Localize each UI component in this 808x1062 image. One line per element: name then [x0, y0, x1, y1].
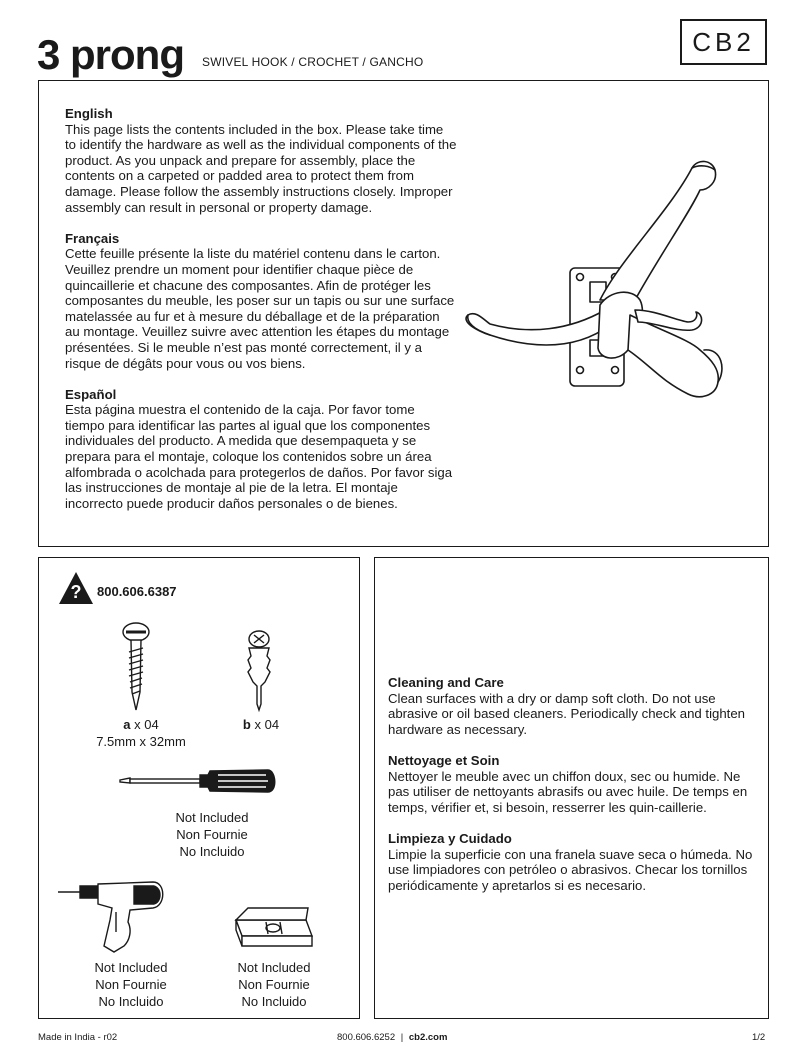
- part-a-qty: x 04: [134, 717, 159, 732]
- footer-origin: Made in India - r02: [38, 1032, 118, 1043]
- screwdriver-icon: [118, 766, 280, 796]
- intro-section-french: [65, 231, 457, 371]
- care-section-french: [388, 753, 760, 815]
- intro-section-english: [65, 106, 457, 215]
- footer-contact: [337, 1032, 447, 1043]
- care-section-spanish: [388, 831, 760, 893]
- part-b-letter: b: [242, 717, 251, 732]
- not-included-en: Not Included: [94, 960, 168, 975]
- intro-heading: English: [65, 106, 113, 121]
- not-included-es: No Incluido: [241, 994, 307, 1009]
- not-included-es: No Incluido: [98, 994, 164, 1009]
- care-text: [388, 675, 760, 909]
- part-a-label: [86, 716, 196, 733]
- not-included-en: Not Included: [237, 960, 311, 975]
- intro-body: Esta página muestra el contenido de la caja. Por favor tome tiempo para identificar las partes al igual que los componentes individuales del producto. A medida que desempaqueta y se prepara para el montaje, coloque los contenidos sobre un área alfombrada o acolchada para protegerlos de daños. Por favor siga las instrucciones de montaje al pie de la letra. El montaje incorrecto puede producir daños personales o de bienes.: [65, 402, 453, 511]
- intro-section-spanish: [65, 387, 457, 512]
- intro-body: Cette feuille présente la liste du matériel contenu dans le carton. Veuillez prendre un moment pour identifier chaque pièce de quincaillerie et chacune des composantes. Afin de protéger les composantes du meuble, les poser sur un tapis ou sur une surface matelassée au fur et à mesure du déballage et de la préparation au montage. Veuillez suivre avec attention les étapes du montage présentées. Si le meuble n’est pas monté correctement, il y a risque de dégâts pour vous ou vos biens.: [65, 246, 455, 371]
- intro-heading: Français: [65, 230, 120, 246]
- intro-heading: Español: [65, 386, 117, 402]
- intro-text: [65, 106, 457, 527]
- not-included-en: Not Included: [175, 810, 249, 825]
- footer-page-number: 1/2: [752, 1032, 766, 1043]
- screw-icon: [120, 622, 152, 712]
- screwdriver-not-included: [152, 809, 272, 860]
- not-included-fr: Non Fournie: [95, 977, 167, 992]
- care-heading: Cleaning and Care: [388, 675, 504, 690]
- help-phone: 800.606.6387: [97, 584, 177, 599]
- level-not-included: [214, 959, 334, 1010]
- care-body: Nettoyer le meuble avec un chiffon doux, sec ou humide. Ne pas utiliser de nettoyants abrasifs ou avec huile. De temps en temps, vérifier et, si besoin, resserrer les quin-caillerie.: [388, 768, 748, 815]
- swivel-hook-illustration: [460, 150, 730, 410]
- not-included-es: No Incluido: [179, 844, 245, 859]
- footer-separator: |: [400, 1032, 404, 1043]
- part-a-size: 7.5mm x 32mm: [96, 734, 186, 749]
- drill-not-included: [71, 959, 191, 1010]
- footer-phone: 800.606.6252: [337, 1032, 396, 1043]
- care-body: Limpie la superficie con una franela suave seca o húmeda. No use limpiadores con petróleo o abrasivos. Checar los tornillos periódicamente y apretarlos si es necesario.: [388, 846, 753, 893]
- care-heading: Limpieza y Cuidado: [388, 830, 512, 846]
- part-a-letter: a: [123, 717, 131, 732]
- page-title: 3 prong: [37, 31, 184, 78]
- help-icon-glyph: ?: [70, 582, 82, 602]
- part-b-label: [216, 716, 306, 733]
- care-section-english: [388, 675, 760, 737]
- not-included-fr: Non Fournie: [238, 977, 310, 992]
- level-icon: [228, 906, 312, 950]
- wall-anchor-icon: [243, 630, 275, 710]
- part-b-qty: x 04: [254, 717, 280, 732]
- brand-logo: CB2: [680, 19, 767, 65]
- page-subtitle: SWIVEL HOOK / CROCHET / GANCHO: [202, 55, 424, 69]
- drill-icon: [58, 880, 168, 954]
- intro-body: This page lists the contents included in the box. Please take time to identify the hardware as well as the individual components of the product. As you unpack and prepare for assembly, place the contents on a carpeted or padded area to protect them from damage. Please follow the assembly instructions closely. Improper assembly can result in personal or property damage.: [65, 121, 457, 215]
- care-heading: Nettoyage et Soin: [388, 752, 500, 768]
- care-body: Clean surfaces with a dry or damp soft cloth. Do not use abrasive or oil based cleaners. Periodically check and tighten hardware as necessary.: [388, 690, 745, 737]
- not-included-fr: Non Fournie: [176, 827, 248, 842]
- footer-website-link[interactable]: cb2.com: [408, 1032, 448, 1043]
